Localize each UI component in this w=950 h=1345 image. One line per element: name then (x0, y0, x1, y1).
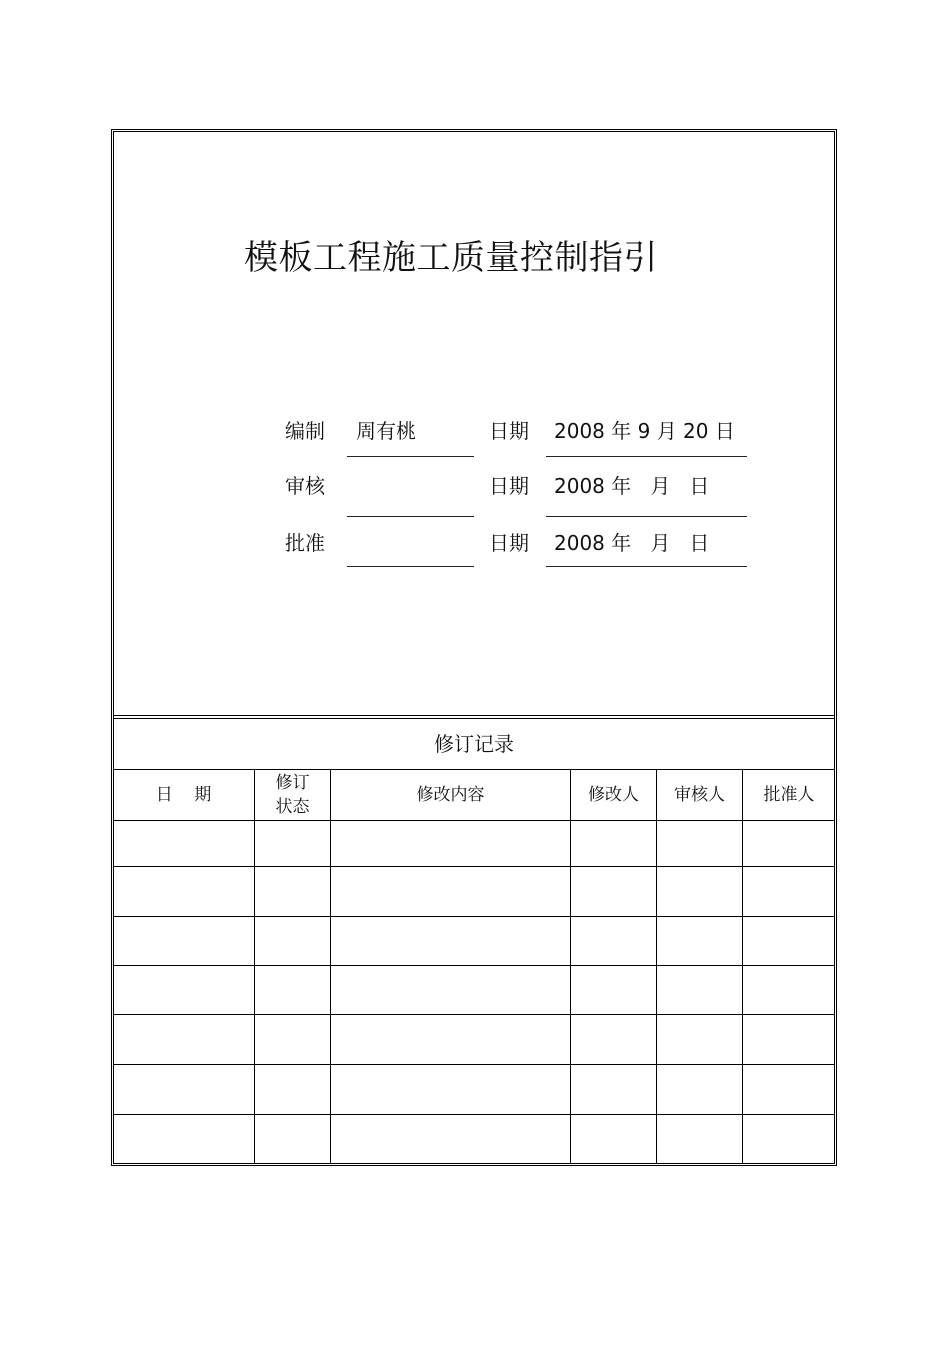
table-header-bottom-line (113, 820, 835, 821)
prepared-date-underline (546, 456, 747, 457)
document-inner-border (113, 131, 835, 1164)
prepared-by-underline (347, 456, 474, 457)
column-header-modified-by: 修改人 (588, 785, 639, 805)
table-column-divider (254, 769, 255, 1164)
column-header-approver: 批准人 (763, 785, 815, 805)
column-header-revision-status: 修订 状态 (275, 773, 310, 817)
approved-date-label: 日期 (489, 531, 529, 555)
table-row-line (113, 866, 835, 867)
table-column-divider (742, 769, 743, 1164)
prepared-by-label: 编制 (285, 419, 325, 443)
column-header-date: 日 期 (155, 785, 212, 805)
approved-date-underline (546, 566, 747, 567)
reviewed-date-label: 日期 (489, 474, 529, 498)
revision-record-title: 修订记录 (434, 732, 514, 756)
approved-by-label: 批准 (285, 531, 325, 555)
approved-date-value: 2008 年 月 日 (554, 531, 710, 555)
reviewed-date-value: 2008 年 月 日 (554, 474, 710, 498)
document-title: 模板工程施工质量控制指引 (244, 238, 658, 278)
reviewed-by-underline (347, 516, 474, 517)
approved-by-underline (347, 566, 474, 567)
cover-divider-bottom (113, 718, 835, 719)
table-column-divider (656, 769, 657, 1164)
column-header-reviewer: 审核人 (674, 785, 725, 805)
table-row-line (113, 965, 835, 966)
table-row-line (113, 1114, 835, 1115)
table-column-divider (570, 769, 571, 1164)
prepared-date-value: 2008 年 9 月 20 日 (554, 419, 735, 443)
prepared-by-name: 周有桃 (356, 419, 416, 443)
cover-divider-top (113, 715, 835, 716)
table-row-line (113, 1064, 835, 1065)
column-header-modification-content: 修改内容 (416, 785, 485, 805)
table-column-divider (330, 769, 331, 1164)
table-row-line (113, 916, 835, 917)
prepared-date-label: 日期 (489, 419, 529, 443)
reviewed-by-label: 审核 (285, 474, 325, 498)
table-row-line (113, 1014, 835, 1015)
reviewed-date-underline (546, 516, 747, 517)
